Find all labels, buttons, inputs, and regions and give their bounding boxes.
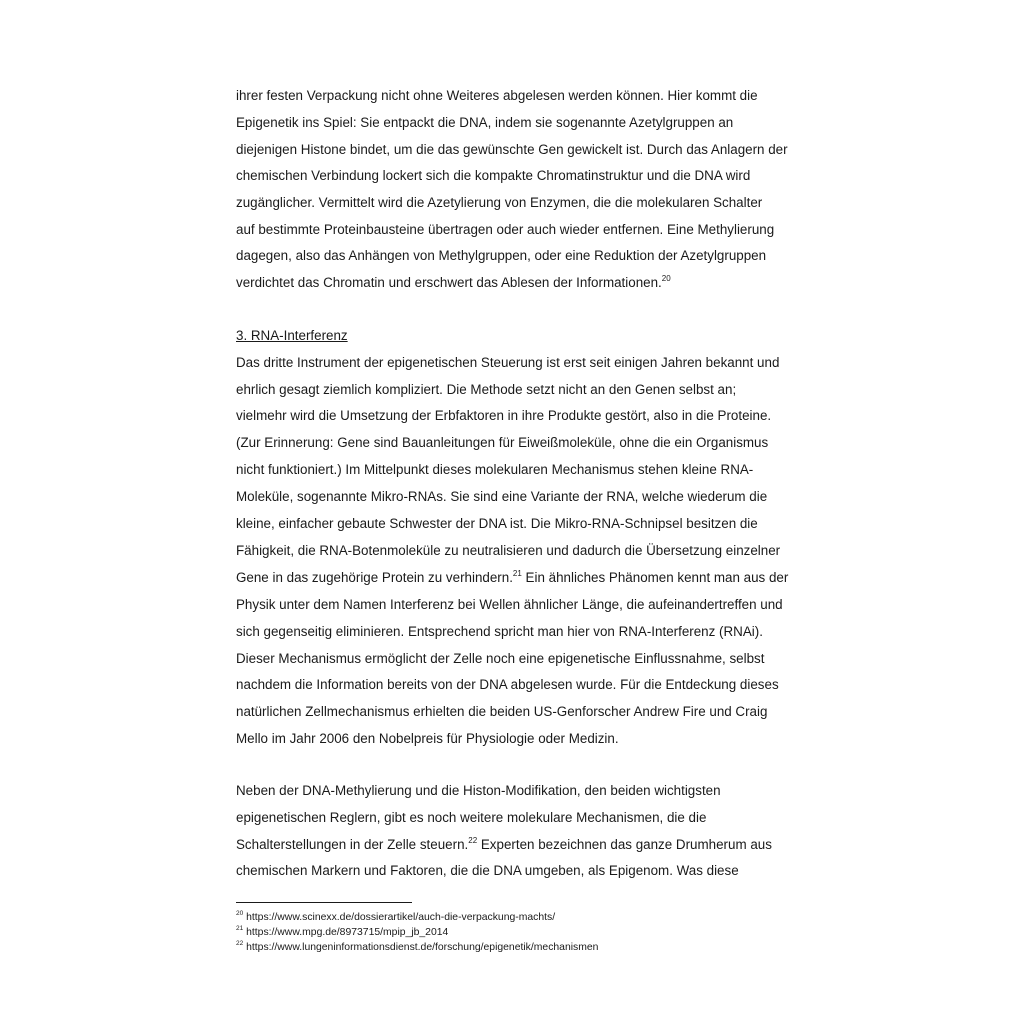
footnote-reference-21[interactable]: 21: [512, 568, 522, 578]
text-segment: Schalterstellungen in der Zelle steuern.: [236, 837, 469, 852]
text-line: Mello im Jahr 2006 den Nobelpreis für Physiologie oder Medizin.: [236, 731, 619, 746]
footnote-reference-22[interactable]: 22: [468, 835, 478, 845]
text-segment: Gene in das zugehörige Protein zu verhindern.: [236, 570, 513, 585]
text-line: Fähigkeit, die RNA-Botenmoleküle zu neutralisieren und dadurch die Übersetzung einzelner: [236, 543, 781, 558]
text-line: vielmehr wird die Umsetzung der Erbfaktoren in ihre Produkte gestört, also in die Proteine.: [236, 408, 772, 423]
text-line: Neben der DNA-Methylierung und die Histon-Modifikation, den beiden wichtigsten: [236, 783, 721, 798]
text-line: Moleküle, sogenannte Mikro-RNAs. Sie sind eine Variante der RNA, welche wiederum die: [236, 489, 768, 504]
text-line: sich gegenseitig eliminieren. Entsprechend spricht man hier von RNA-Interferenz (RNAi).: [236, 624, 763, 639]
text-line: auf bestimmte Proteinbausteine übertragen oder auch wieder entfernen. Eine Methylierung: [236, 222, 775, 237]
text-line: Das dritte Instrument der epigenetischen Steuerung ist erst seit einigen Jahren bekannt und: [236, 355, 780, 370]
footnote-number: 22: [236, 939, 244, 947]
text-line: Epigenetik ins Spiel: Sie entpackt die DNA, indem sie sogenannte Azetylgruppen an: [236, 115, 734, 130]
text-line: (Zur Erinnerung: Gene sind Bauanleitungen für Eiweißmoleküle, ohne die ein Organismus: [236, 435, 769, 450]
footnote-22: [236, 941, 598, 954]
text-line: epigenetischen Reglern, gibt es noch weitere molekulare Mechanismen, die die: [236, 810, 707, 825]
text-line: zugänglicher. Vermittelt wird die Azetylierung von Enzymen, die die molekularen Schalter: [236, 195, 763, 210]
text-line: ihrer festen Verpackung nicht ohne Weiteres abgelesen werden können. Hier kommt die: [236, 88, 758, 103]
footnote-separator: [236, 902, 412, 903]
text-line: ehrlich gesagt ziemlich kompliziert. Die Methode setzt nicht an den Genen selbst an;: [236, 382, 737, 397]
text-line: chemischen Markern und Faktoren, die die DNA umgeben, als Epigenom. Was diese: [236, 863, 739, 878]
section-heading: 3. RNA-Interferenz: [236, 328, 348, 343]
footnote-number: 20: [236, 909, 244, 917]
text-line: nachdem die Information bereits von der DNA abgelesen wurde. Für die Entdeckung dieses: [236, 677, 779, 692]
text-line: kleine, einfacher gebaute Schwester der DNA ist. Die Mikro-RNA-Schnipsel besitzen die: [236, 516, 758, 531]
footnote-link[interactable]: https://www.mpg.de/8973715/mpip_jb_2014: [243, 927, 449, 938]
footnote-20: [236, 911, 555, 924]
text-line: Dieser Mechanismus ermöglicht der Zelle noch eine epigenetische Einflussnahme, selbst: [236, 651, 765, 666]
text-line: chemischen Verbindung lockert sich die kompakte Chromatinstruktur und die DNA wird: [236, 168, 751, 183]
text-line: [236, 569, 788, 587]
text-line: diejenigen Histone bindet, um die das gewünschte Gen gewickelt ist. Durch das Anlagern der: [236, 142, 788, 157]
footnote-link[interactable]: https://www.lungeninformationsdienst.de/forschung/epigenetik/mechanismen: [243, 942, 599, 953]
footnote-number: 21: [236, 924, 244, 932]
text-segment: verdichtet das Chromatin und erschwert das Ablesen der Informationen.: [236, 275, 662, 290]
text-line: dagegen, also das Anhängen von Methylgruppen, oder eine Reduktion der Azetylgruppen: [236, 248, 767, 263]
footnote-reference-20[interactable]: 20: [661, 273, 671, 283]
text-segment: Ein ähnliches Phänomen kennt man aus der: [521, 570, 789, 585]
footnote-21: [236, 926, 448, 939]
text-segment: Experten bezeichnen das ganze Drumherum aus: [477, 837, 772, 852]
text-line: Physik unter dem Namen Interferenz bei Wellen ähnlicher Länge, die aufeinandertreffen und: [236, 597, 783, 612]
text-line: [236, 836, 772, 854]
text-line: nicht funktioniert.) Im Mittelpunkt dieses molekularen Mechanismus stehen kleine RNA-: [236, 462, 754, 477]
text-line: [236, 274, 671, 292]
footnote-link[interactable]: https://www.scinexx.de/dossierartikel/auch-die-verpackung-machts/: [243, 912, 556, 923]
text-line: natürlichen Zellmechanismus erhielten die beiden US-Genforscher Andrew Fire und Craig: [236, 704, 768, 719]
